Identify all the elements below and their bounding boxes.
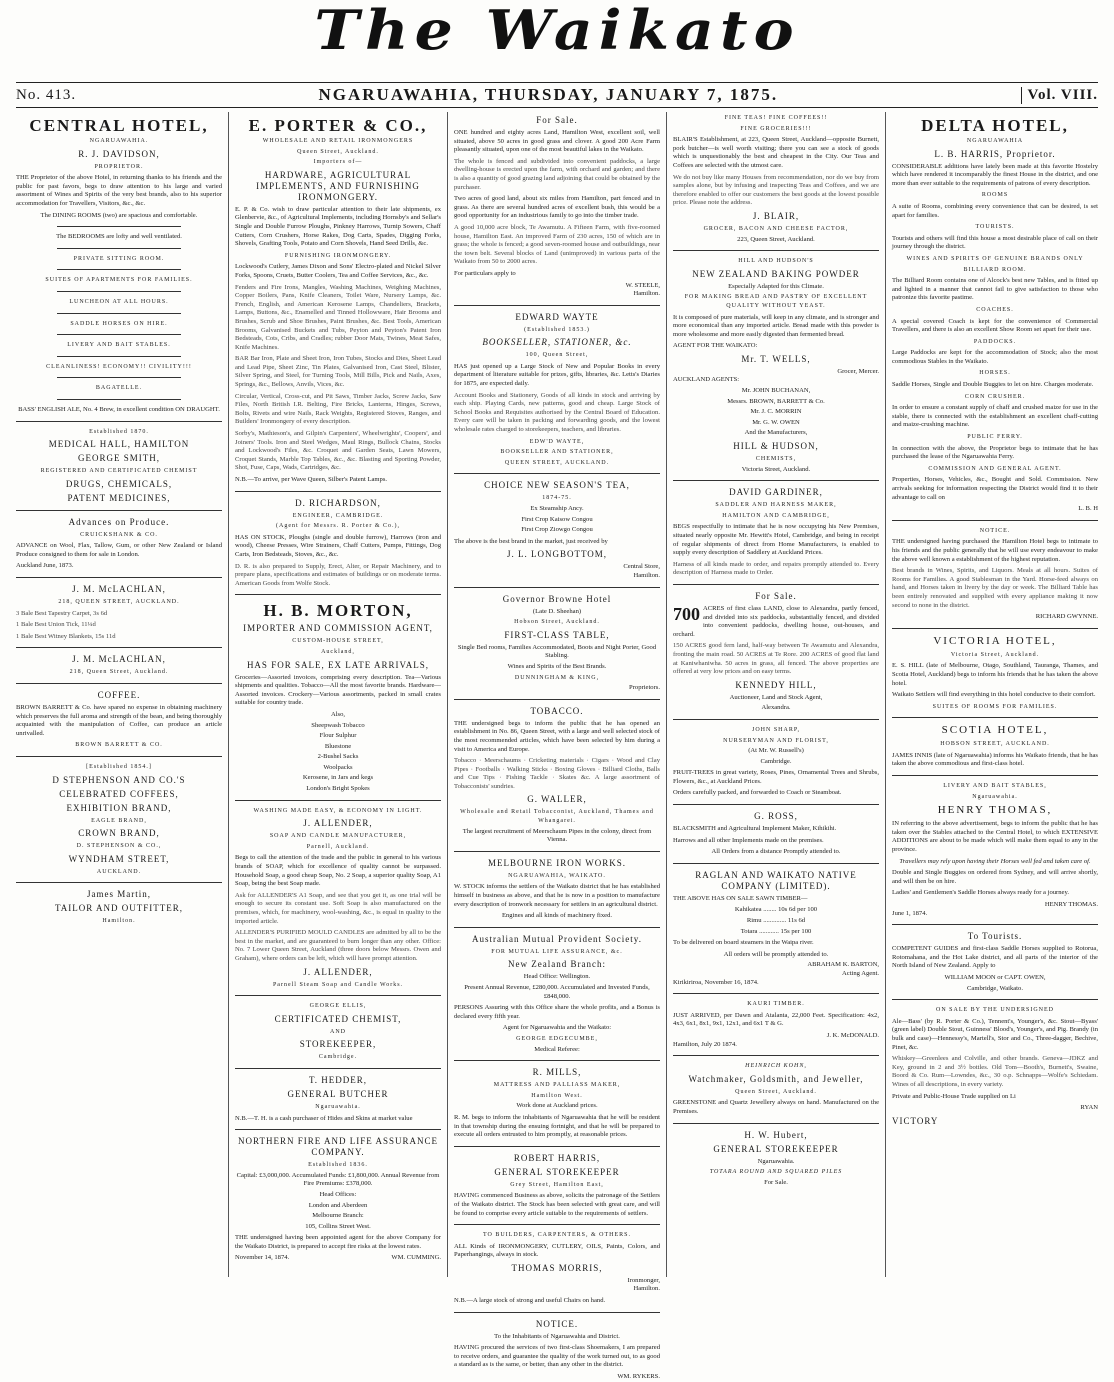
ad-subheading: DRUGS, CHEMICALS, [65, 478, 173, 489]
ad-name: H. W. Hubert, [744, 1129, 808, 1140]
ad-subheading: GENERAL BUTCHER [287, 1088, 389, 1099]
ad-subheading: CORN CRUSHER. [964, 393, 1026, 400]
ad-heading: Australian Mutual Provident Society. [472, 933, 642, 944]
ad-text: 223, Queen Street, Auckland. [737, 235, 815, 243]
ad-name: D. RICHARDSON, [295, 497, 381, 508]
ad-subheading: FOR MUTUAL LIFE ASSURANCE, &c. [491, 948, 623, 955]
ad-text: To the Inhabitants of Ngaruawahia and District. [494, 1332, 620, 1340]
ad-subheading: COACHES. [976, 306, 1014, 313]
ad-subheading: BOOKSELLER, STATIONER, &c. [482, 337, 632, 348]
ad-name: JOHN SHARP, [751, 726, 800, 733]
ad-name: KENNEDY HILL, [735, 679, 817, 690]
ad-heading: ON SALE BY THE UNDERSIGNED [936, 1007, 1054, 1014]
ad-heading: E. PORTER & CO., [248, 116, 428, 135]
ad-subheading: WASHING MADE EASY, & ECONOMY IN LIGHT. [253, 807, 423, 814]
ad-text: THE undersigned begs to inform the public that he has opened an establishment in No. 86, Queen Street, with a large and well selected stock of the most recommended articles, which have been selected by him during a visit to America and Europe. [454, 719, 660, 753]
ad-name: J. BLAIR, [752, 210, 800, 221]
ad-text: All Orders from a distance Promptly attended to. [711, 848, 841, 856]
ad-subheading: Hobson Street, Auckland. [514, 619, 600, 626]
ad-subheading: Watchmaker, Goldsmith, and Jeweller, [688, 1073, 864, 1084]
dateline [16, 82, 1098, 108]
ad-heading: CHOICE NEW SEASON'S TEA, [484, 480, 630, 491]
ad-subheading: FURNISHING IRONMONGERY. [284, 252, 392, 259]
ad-subheading: Auckland, [321, 648, 355, 655]
ad-name: HEINRICH KOHN, [745, 1063, 807, 1070]
ad-subheading: REGISTERED AND CERTIFICATED CHEMIST [40, 468, 198, 475]
ad-text: First Crop Kaisow Congou [521, 515, 593, 523]
ad-text: Work done at Auckland prices. [516, 1102, 598, 1110]
ad-subheading: PADDOCKS. [973, 338, 1017, 345]
ad-text: Groceries—Assorted invoices, comprising every description. Tea—Various shipments and qualities. Tobacco—All the most favorite brands. Hardware—Assorted invoices. Crockery—Various assortments, packed in small crates suitable for country trade. [235, 673, 441, 707]
ad-text: Single Bed rooms, Families Accommodated, Boots and Night Porter, Good Stabling. [457, 643, 657, 660]
ad-signature: RYAN [1080, 1104, 1098, 1112]
ad-name: J. M. McLACHLAN, [72, 584, 166, 595]
masthead-title: The Waikato [314, 0, 800, 63]
ad-text: Begs to call the attention of the trade and the public in general to his various brands of SOAP, which for excellence of quality cannot be surpassed. Household Soap, a good cheap Soap, No. 2 Soap, a superior quality Soap, A1 Soap, being the best Soap made. [235, 854, 441, 888]
ad-text: Woolpacks [323, 763, 353, 771]
ad-subheading: MATTRESS AND PALLIASS MAKER, [493, 1082, 621, 1089]
ad-subheading: QUEEN STREET, AUCKLAND. [504, 459, 610, 466]
ad-subheading: ROOMS [981, 192, 1009, 199]
ad-subheading: CELEBRATED COFFEES, [59, 788, 179, 799]
ad-text: AUCKLAND AGENTS: [673, 376, 740, 384]
ad-subheading: HORSES. [979, 370, 1011, 377]
column-4: FINE TEAS! FINE COFFEES!! FINE GROCERIES!!! BLAIR'S Establishment, at 223, Queen Street, Auckland—opposite Burnett, pork butcher—is well worth visiting; there you can see a stock of goods which is unquestionably the best and cheapest in the City. Our Teas and Coffees are selected with the utmost care. We do not buy like many Houses from recommendation, nor do we buy from samples alone, but by infusing and inspecting Teas and Coffees, and we are therefore enabled to offer our customers the best goods at the lowest possible price. Please note the address. J. BLAIR, GROCER, BACON AND CHEESE FACTOR, 223, Queen Street, Auckland. HILL AND HUDSON'S NEW ZEALAND BAKING POWDER Especially Adapted for this Climate. FOR MAKING BREAD AND PASTRY OF EXCELLENT QUALITY WITHOUT YEAST. It is composed of pure materials, will keep in any climate, and is stronger and more economical than any imported article. Bread made with this powder is more wholesome and more easily digested than fermented bread. AGENT FOR THE WAIKATO: Mr. T. WELLS, Grocer, Mercer. AUCKLAND AGENTS: Mr. JOHN BUCHANAN, Messrs. BROWN, BARRETT & Co. Mr. J. C. MORRIN Mr. G. W. OWEN And the Manufacturers, HILL & HUDSON, CHEMISTS, Victoria Street, Auckland. DAVID GARDINER, SADDLER AND HARNESS MAKER, HAMILTON AND CAMBRIDGE, BEGS respectfully to intimate that he is now occupying his New Premises, situated nearly opposite Mr. Hewitt's Hotel, Cambridge, and being in receipt of regular shipments of direct from Home Manufacturers, is enabled to supply every description of Saddlery at Auckland Prices. Harness of all kinds made to order, and repairs promptly attended to. Every description of Harness made to Order. For Sale. 700 ACRES of first class LAND, close to Alexandra, partly fenced, and divided into six paddocks, substantially fenced, and divided into convenient paddocks, dwelling house, out-houses, and orchard. 150 ACRES good fern land, half-way between Te Awamutu and Alexandra, fronting the main road. 50 ACRES at Te Rore. 200 ACRES of good flat land at Kaniwhaniwha. 50 acres in grass, all fenced. The above properties are offered at very low prices and on easy terms. KENNEDY HILL, Auctioneer, Land and Stock Agent, Alexandra. JOHN SHARP, NURSERYMAN AND FLORIST, (At Mr. W. Russell's) Cambridge. FRUIT-TREES in great variety, Roses, Pines, Ornamental Trees and Shrubs, Flowers, &c., at Auckland Prices. Orders carefully packed, and forwarded to Coach or Steamboat. G. ROSS, BLACKSMITH and Agricultural Implement Maker, Kihikihi. Harrows and all other Implements made on the premises. All Orders from a distance Promptly attended to. RAGLAN AND WAIKATO NATIVE COMPANY (LIMITED). THE ABOVE HAS ON SALE SAWN TIMBER— Kahikatea ........ 10s 6d per 100 Rimu .............. 11s 6d Totara ............ 15s per 100 To be delivered on board steamers in the Waipa river. All orders will be promptly attended to. ABRAHAM K. BARTON, Acting Agent. Kirikiriroa, November 16, 1874. KAURI TIMBER. JUST ARRIVED, per Dawn and Atalanta, 22,000 Feet. Specification: 4x2, 4x3, 6x1, 8x1, 9x1, 12x1, and 6x1 T & G. J. K. McDONALD. Hamilton, July 20 1874. HEINRICH KOHN, Watchmaker, Goldsmith, and Jeweller, Queen Street, Auckland. GREENSTONE and Quartz Jewellery always on hand. Manufactured on the Premises. H. W. Hubert, GENERAL STOREKEEPER Ngaruawahia. TOTARA ROUND AND SQUARED PILES For Sale. [666, 112, 885, 1277]
ad-text: In connection with the above, the Proprietor begs to intimate that he has purchased the lease of the Ngaruawahia Ferry. [892, 444, 1098, 461]
ad-text: ACRES of first class LAND, close to Alexandra, partly fenced, and divided into six paddocks, substantially fenced, and divided into convenient paddocks, dwelling house, out-houses, and orchard. [673, 604, 879, 638]
ad-text: Ironmonger, [627, 1276, 660, 1284]
ad-text: JAMES INNIS (late of Ngaruawahia) informs his Waikato friends, that he has taken the above commodious and first-class hotel. [892, 751, 1098, 768]
ad-heading: MELBOURNE IRON WORKS. [487, 857, 627, 868]
ad-heading: For Sale. [536, 115, 578, 125]
ad-subheading: FIRST-CLASS TABLE, [504, 629, 610, 640]
ad-number: 700 [673, 603, 700, 624]
ad-name: GEORGE SMITH, [78, 453, 160, 464]
ad-subheading: 218, QUEEN STREET, AUCKLAND. [58, 599, 180, 606]
column-3: For Sale. ONE hundred and eighty acres Land, Hamilton West, excellent soil, well situated, above 50 acres in good grass and clover. A good 200 Acre Farm pleasantly situated, upon one of the most beautiful lakes in the Waikato. The whole is fenced and subdivided into convenient paddocks, a large dwelling-house is erected upon the farm, with orchard and garden; and there is also a quantity of good grazing land adjoining that could be obtained by the purchaser. Two acres of good land, about six miles from Hamilton, part fenced and in grass. As there are several hundred acres of excellent bush, this would be a good opportunity for an industrious family to go into the timber trade. A good 10,000 acre block, Te Awamutu. A Fifteen Farm, with five-roomed house, Hamilton East. An improved Farm of 230 acres, 150 of which are in grass; the whole is fenced; a good seven-roomed house and outbuildings, near the town belt. Several blocks of Land (unimproved) in various parts of the Waikato from 50 to 2000 acres. For particulars apply to W. STEELE, Hamilton. EDWARD WAYTE (Established 1853.) BOOKSELLER, STATIONER, &c. 100, Queen Street, HAS just opened up a Large Stock of New and Popular Books in every department of literature suitable for prizes, gifts, libraries, &c. Letts's Diaries for 1875, are expected daily. Account Books and Stationery, Goods of all kinds in stock and arriving by each ship. Playing Cards, new patterns, good and cheap. Large Stock of School Books and Requisites authorised by the Central Board of Education. Every care will be taken in packing and forwarding goods, and the lowest wholesale rates charged to storekeepers, teachers, and libraries. EDW'D WAYTE, BOOKSELLER AND STATIONER, QUEEN STREET, AUCKLAND. CHOICE NEW SEASON'S TEA, 1874-75. Ex Steamship Ancy. First Crop Kaisow Congou First Crop Ziowgo Congou The above is the best brand in the market, just received by J. L. LONGBOTTOM, Central Store, Hamilton. Governor Browne Hotel (Late D. Sheehan) Hobson Street, Auckland. FIRST-CLASS TABLE, Single Bed rooms, Families Accommodated, Boots and Night Porter, Good Stabling. Wines and Spirits of the Best Brands. DUNNINGHAM & KING, Proprietors. TOBACCO. THE undersigned begs to inform the public that he has opened an establishment in No. 86, Queen Street, with a large and well selected stock of the most recommended articles, which have been selected by him during a visit to America and Europe. Tobacco · Meerschaums · Cricketing materials · Cigars · Wood and Clay Pipes · Footballs · Walking Sticks · Boxing Gloves · Billiard Cloths, Balls and Cue Tips · Fishing Tackle · Skates &c. A large assortment of Tobacconists' sundries. G. WALLER, Wholesale and Retail Tobacconist, Auckland, Thames and Whangarei. The largest recruitment of Meerschaum Pipes in the colony, direct from Vienna. MELBOURNE IRON WORKS. NGARUAWAHIA, WAIKATO. W. STOCK informs the settlers of the Waikato district that he has established himself in business as above, and that he is now in a position to manufacture every description of ironwork necessary for settlers in an agricultural district. Engines and all kinds of machinery fixed. Australian Mutual Provident Society. FOR MUTUAL LIFE ASSURANCE, &c. New Zealand Branch: Head Office: Wellington. Present Annual Revenue, £280,000. Accumulated and Invested Funds, £848,000. PERSONS Assuring with this Office share the whole profits, and a Bonus is declared every fifth year. Agent for Ngaruawahia and the Waikato: GEORGE EDGECUMBE, Medical Referee: R. MILLS, MATTRESS AND PALLIASS MAKER, Hamilton West. Work done at Auckland prices. R. M. begs to inform the inhabitants of Ngaruawahia that he will be resident in that township during the ensuing fortnight, and that he will be prepared to execute all orders entrusted to him promptly, at reasonable prices. ROBERT HARRIS, GENERAL STOREKEEPER Grey Street, Hamilton East, HAVING commenced Business as above, solicits the patronage of the Settlers of the Waikato district. The Stock has been selected with great care, and will be found to comprise every article suitable to the requirements of settlers. TO BUILDERS, CARPENTERS, & OTHERS. ALL Kinds of IRONMONGERY, CUTLERY, OILS, Paints, Colors, and Paperhangings, always in stock. THOMAS MORRIS, Ironmonger, Hamilton. N.B.—A large stock of strong and useful Chairs on hand. NOTICE. To the Inhabitants of Ngaruawahia and District. HAVING procured the services of two first-class Shoemakers, I am prepared to receive orders, and guarantee the quality of the work turned out, to as good a standard as is the same, or better, than any other in the district. WM. RYKERS. [447, 112, 666, 1277]
ad-text: The BEDROOMS are lofty and well ventilated. [56, 233, 182, 241]
ad-subheading: LUNCHEON AT ALL HOURS. [69, 298, 169, 305]
ad-footer [235, 1254, 441, 1263]
ad-text: Properties, Horses, Vehicles, &c., Bought and Sold. Commission. New arrivals seeking for information respecting the District would find it to their advantage to call on [892, 476, 1098, 501]
ad-signature: W. STEELE, [625, 281, 660, 289]
ad-name: G. WALLER, [527, 794, 587, 805]
ad-subheading: SUITES OF ROOMS FOR FAMILIES. [932, 703, 1058, 710]
ad-date: June 1, 1874. [892, 909, 928, 917]
ad-subheading: NURSERYMAN AND FLORIST, [723, 737, 829, 744]
ad-heading: FINE TEAS! FINE COFFEES!! [724, 115, 828, 121]
ad-text: (At Mr. W. Russell's) [748, 747, 804, 755]
place-date: NGARUAWAHIA, THURSDAY, JANUARY 7, 1875. [318, 85, 779, 104]
ad-text: A special covered Coach is kept for the convenience of Commercial Travellers, and there is also an excellent Show Room set apart for their use. [892, 317, 1098, 334]
ad-subheading: PROPRIETOR. [94, 163, 144, 170]
ad-text: Also, [330, 710, 346, 718]
ad-text: Acting Agent. [842, 970, 879, 977]
ad-subheading: PATENT MEDICINES, [67, 492, 171, 503]
ad-text: Melbourne Branch: [312, 1212, 364, 1220]
ad-text: ADVANCE on Wool, Flax, Tallow, Gum, or other New Zealand or Island Produce consigned to them for sale in London. [16, 542, 222, 558]
ad-subheading: Importers of— [313, 159, 363, 166]
ad-text: Ex Steamship Ancy. [530, 505, 584, 512]
ad-heading: DELTA HOTEL, [921, 116, 1069, 135]
ad-date: Hamilton, July 20 1874. [673, 1040, 737, 1048]
ad-text: Rimu .............. 11s 6d [746, 917, 806, 925]
ad-name: L. B. HARRIS, Proprietor. [934, 148, 1056, 159]
ad-text: Ladies' and Gentlemen's Saddle Horses always ready for a journey. [892, 889, 1069, 897]
ad-text: Kahikatea ........ 10s 6d per 100 [734, 906, 818, 914]
ad-text: The largest recruitment of Meerschaum Pipes in the colony, direct from Vienna. [462, 827, 652, 844]
ad-text: Mr. J. C. MORRIN [750, 408, 802, 416]
ad-text: Saddle Horses, Single and Double Buggies to let on hire. Charges moderate. [892, 381, 1094, 389]
ad-subheading: New Zealand Branch: [508, 959, 606, 970]
ad-text: BASS' ENGLISH ALE, No. 4 Brew, in excellent condition ON DRAUGHT. [18, 405, 220, 413]
ad-subheading: Hamilton. [102, 918, 136, 925]
ad-heading: MEDICAL HALL, HAMILTON [48, 439, 190, 450]
ad-text: BROWN BARRETT & Co. have spared no expense in obtaining machinery which preserves the full aroma and strength of the bean, and being thoroughly acquainted with the manipulation of Coffee, can produce an article unrivalled. [16, 704, 222, 737]
ad-text: Two acres of good land, about six miles from Hamilton, part fenced and in grass. As there are several hundred acres of excellent bush, this would be a good opportunity for an industrious family to go into the timber trade. [454, 195, 660, 220]
ad-name: D. STEPHENSON & CO., [76, 843, 162, 850]
masthead [16, 0, 1098, 62]
ad-name: James Martin, [87, 889, 151, 900]
ad-text: ALL Kinds of IRONMONGERY, CUTLERY, OILS, Paints, Colors, and Paperhangings, always in stock. [454, 1242, 660, 1259]
ad-subheading: STOREKEEPER, [299, 1039, 377, 1050]
ad-text: Private and Public-House Trade supplied on Li [892, 1092, 1016, 1100]
ad-subheading: PRIVATE SITTING ROOM. [73, 255, 165, 262]
column-5: DELTA HOTEL, NGARUAWAHIA L. B. HARRIS, Proprietor. CONSIDERABLE additions have lately been made at this favorite Hostelry which have rendered it incomparably the finest House in the district, and one more than ever suitable to the requirements of patrons of every description. ROOMS A suite of Rooms, combining every convenience that can be desired, is set apart for families. TOURISTS. Tourists and others will find this house a most desirable place of call on their journey through the district. WINES AND SPIRITS OF GENUINE BRANDS ONLY BILLIARD ROOM. The Billiard Room contains one of Alcock's best new Tables, and is fitted up and lighted in a manner that cannot fail to give satisfaction to those who patronize this favorite pastime. COACHES. A special covered Coach is kept for the convenience of Commercial Travellers, and there is also an excellent Show Room set apart for their use. PADDOCKS. Large Paddocks are kept for the accommodation of Stock; also the most commodious Stables in the Waikato. HORSES. Saddle Horses, Single and Double Buggies to let on hire. Charges moderate. CORN CRUSHER. In order to ensure a constant supply of chaff and crushed maize for use in the stable, there is connected with the establishment an excellent chaff-cutting and maize-crushing machine. PUBLIC FERRY. In connection with the above, the Proprietor begs to intimate that he has purchased the lease of the Ngaruawahia Ferry. COMMISSION AND GENERAL AGENT. Properties, Horses, Vehicles, &c., Bought and Sold. Commission. New arrivals seeking for information respecting the District would find it to their advantage to call on L. B. H NOTICE. THE undersigned having purchased the Hamilton Hotel begs to intimate to his friends and the public generally that he will use every endeavour to make the above well known a establishment of the highest reputation. Best brands in Wines, Spirits, and Liquors. Meals at all hours. Suites of Rooms for Families. A good Stablesman in the Yard. Horse-feed always on hand, and Horses taken in livery by the day or week. The Billiard Table has been entirely renovated and supplied with every appliance making it now second to none in the district. RICHARD GWYNNE. VICTORIA HOTEL, Victoria Street, Auckland. E. S. HILL (late of Melbourne, Otago, Southland, Tauranga, Thames, and Scotia Hotel, Auckland) begs to inform his friends that he has taken the above hotel. Waikato Settlers will find everything in this hotel conducive to their comfort. SUITES OF ROOMS FOR FAMILIES. SCOTIA HOTEL, HOBSON STREET, AUCKLAND. JAMES INNIS (late of Ngaruawahia) informs his Waikato friends, that he has taken the above commodious and first-class hotel. LIVERY AND BAIT STABLES, Ngaruawahia. HENRY THOMAS, IN referring to the above advertisement, begs to inform the public that he has taken over the Stables attached to the Central Hotel, to which EXTENSIVE ADDITIONS are about to be made which will make them equal to any in the province. Travellers may rely upon having their Horses well fed and taken care of. Double and Single Buggies on ordered from Sydney, and will arrive shortly, and will then be on hire. Ladies' and Gentlemen's Saddle Horses always ready for a journey. HENRY THOMAS. June 1, 1874. To Tourists. COMPETENT GUIDES and first-class Saddle Horses supplied to Rotorua, Rotomahana, and the Hot Lake district, and all parts of the interior of the North Island of New Zealand. Apply to WILLIAM MOON or CAPT. OWEN, Cambridge, Waikato. ON SALE BY THE UNDERSIGNED Ale—Bass' (by R. Porter & Co.), Tennent's, Younger's, &c. Stout—Byass' (green label) Double Stout, Guinness' Blood's, Younger's, and Pig. Brandy (in bulk and case)—Hennessy's, Martell's, Stor and Co., Three-dagger, Bechive, Pinet, &c. Whiskey—Greenlees and Colville, and other brands. Geneva—JDKZ and Key, ground in 2 and 3½ bottles. Old Tom—Booth's, Burnett's, Swaine, Boord & Co. Rum—Lowndes, &c., 30 o.p. Schnapps—Wolfe's Schiedam. Wines of all descriptions, in every variety. Private and Public-House Trade supplied on Li RYAN VICTORY [885, 112, 1098, 1277]
ad-text: W. STOCK informs the settlers of the Waikato district that he has established himself in business as above, and that he is now in a position to manufacture every description of ironwork necessary for settlers in an agricultural district. [454, 883, 660, 908]
ad-text: Wines and Spirits of the Best Brands. [507, 662, 607, 670]
ad-name: ROBERT HARRIS, [513, 1152, 601, 1163]
ad-subheading: WYNDHAM STREET, [68, 853, 170, 864]
ad-subheading: Parnell Steam Soap and Candle Works. [272, 981, 404, 988]
ad-name: J. L. LONGBOTTOM, [506, 549, 608, 560]
ad-text: Kerosene, in Jars and kegs [302, 774, 374, 782]
ad-name: Mr. T. WELLS, [741, 353, 811, 364]
ad-text: London's Bright Spokes [306, 785, 370, 793]
ad-text: HAVING commenced Business as above, solicits the patronage of the Settlers of the Waikato district. The Stock has been selected with great care, and will be found to comprise every article suitable to the requirements of settlers. [454, 1192, 660, 1217]
ad-text: For particulars apply to [454, 269, 516, 277]
ad-text: BEGS respectfully to intimate that he is now occupying his New Premises, situated nearly opposite Mr. Hewitt's Hotel, Cambridge, and being in receipt of regular shipments of direct from Home Manufacturers, is enabled to supply every description of Saddlery at Auckland Prices. [673, 523, 879, 557]
ad-text: Orders carefully packed, and forwarded to Coach or Steamboat. [673, 789, 842, 797]
ad-text: Ale—Bass' (by R. Porter & Co.), Tennent's, Younger's, &c. Stout—Byass' (green label) Double Stout, Guinness' Blood's, Younger's, and Pig. Brandy (in bulk and case)—Hennessy's, Martell's, Stor and Co., Three-dagger, Bechive, Pinet, &c. [892, 1017, 1098, 1051]
ad-text: Grocer, Mercer. [837, 367, 879, 375]
ad-subheading: TO BUILDERS, CARPENTERS, & OTHERS. [482, 1232, 632, 1239]
ad-heading: For Sale. [755, 590, 797, 601]
ad-heading: VICTORIA HOTEL, [933, 634, 1057, 647]
ad-subheading: (Established 1853.) [524, 326, 590, 333]
ad-name: EDWARD WAYTE [515, 311, 599, 322]
ad-text: Central Store, [623, 563, 660, 571]
ad-subheading: NGARUAWAHIA. [89, 138, 149, 144]
ad-name: EDW'D WAYTE, [529, 438, 585, 445]
ad-name: HENRY THOMAS, [937, 804, 1053, 817]
ad-name: J. ALLENDER, [303, 818, 373, 829]
ad-text: A suite of Rooms, combining every convenience that can be desired, is set apart for families. [892, 202, 1098, 219]
ad-subheading: Established 1836. [308, 1162, 368, 1169]
ad-text: Victoria Street, Auckland. [741, 465, 811, 473]
ad-text: Travellers may rely upon having their Horses well fed and taken care of. [899, 857, 1091, 865]
ad-subheading: GENERAL STOREKEEPER [713, 1143, 839, 1154]
ad-text: In order to ensure a constant supply of chaff and crushed maize for use in the stable, there is connected with the establishment an excellent chaff-cutting and maize-crushing machine. [892, 404, 1098, 429]
ad-subheading: (Agent for Messrs. R. Porter & Co.), [276, 523, 400, 530]
ad-text: Harrows and all other Implements made on the premises. [673, 836, 824, 844]
ad-name: GEORGE ELLIS, [309, 1003, 367, 1010]
ad-subheading: Ngaruawahia. [315, 1103, 361, 1110]
ad-heading: VICTORY [892, 1115, 939, 1126]
ad-signature: WM. RYKERS. [617, 1373, 660, 1381]
ad-subheading: Wholesale and Retail Tobacconist, Auckland, Thames and Whangarei. [460, 809, 654, 825]
ad-subheading: PUBLIC FERRY. [967, 434, 1023, 441]
ad-subheading: EAGLE BRAND, [91, 817, 147, 824]
ad-text: N.B.—T. H. is a cash purchaser of Hides and Skins at market value [235, 1114, 413, 1122]
ad-subheading: HARDWARE, AGRICULTURAL IMPLEMENTS, AND FURNISHING IRONMONGERY. [256, 169, 420, 202]
ad-subheading: SUITES OF APARTMENTS FOR FAMILIES. [45, 277, 193, 284]
ad-signature: J. K. McDONALD. [826, 1031, 879, 1039]
ad-date: Kirikiriroa, November 16, 1874. [673, 978, 759, 986]
ad-name: R. MILLS, [532, 1067, 582, 1078]
ad-text: THE ABOVE HAS ON SALE SAWN TIMBER— [673, 894, 808, 902]
ad-text: Alexandra. [761, 704, 791, 712]
ad-subheading: BOOKSELLER AND STATIONER, [500, 449, 614, 456]
ad-subheading: GENERAL STOREKEEPER [494, 1166, 620, 1177]
ad-heading: Governor Browne Hotel [502, 593, 612, 604]
ad-text: Auckland June, 1873. [16, 562, 74, 570]
ad-heading: RAGLAN AND WAIKATO NATIVE COMPANY (LIMITED). [695, 869, 857, 891]
issue-number: No. 413. [16, 86, 77, 103]
ad-subheading: WINES AND SPIRITS OF GENUINE BRANDS ONLY [906, 255, 1084, 262]
ad-text: Engines and all kinds of machinery fixed. [501, 912, 613, 920]
ad-text: Ngaruawahia. [757, 1157, 795, 1165]
ad-name: DAVID GARDINER, [729, 487, 823, 498]
ad-name: T. HEDDER, [308, 1074, 368, 1085]
ad-text: Medical Referee: [534, 1045, 580, 1053]
ad-text: For Sale. [764, 1178, 788, 1186]
ad-text: GREENSTONE and Quartz Jewellery always on hand. Manufactured on the Premises. [673, 1099, 879, 1115]
ad-subheading: FOR MAKING BREAD AND PASTRY OF EXCELLENT QUALITY WITHOUT YEAST. [684, 294, 868, 309]
ad-text: IN referring to the above advertisement, begs to inform the public that he has taken over the Stables attached to the Central Hotel, to which EXTENSIVE ADDITIONS are about to be made which will make them equal to any in the province. [892, 820, 1098, 854]
ad-signature: RICHARD GWYNNE. [1035, 613, 1098, 621]
ad-text: Present Annual Revenue, £280,000. Accumulated and Invested Funds, £848,000. [464, 984, 650, 1000]
ad-subheading: HOBSON STREET, AUCKLAND. [940, 741, 1050, 748]
ad-text: THE undersigned having been appointed agent for the above Company for the Waikato District, is prepared to accept fire risks at the lowest rates. [235, 1234, 441, 1250]
ad-text: Messrs. BROWN, BARRETT & Co. [727, 397, 825, 405]
ad-text: London and Aberdeen [308, 1201, 368, 1209]
ad-text: HAS ON STOCK, Ploughs (single and double furrow), Harrows (iron and wood), Cheese Presses, Wire Strainers, Chaff Cutters, Pumps, Fittings, Dog Carts, Iron Bedsteads, Stoves, &c., &c. [235, 533, 441, 558]
ad-text: Bluestone [324, 742, 352, 750]
ad-subheading: CERTIFICATED CHEMIST, [274, 1013, 402, 1024]
ad-text: Cambridge. [760, 757, 792, 765]
ad-text: It is composed of pure materials, will keep in any climate, and is stronger and more economical than any imported article. Bread made with this powder is more wholesome and more easily digested than fermented bread. [673, 313, 879, 338]
ad-text: PERSONS Assuring with this Office share the whole profits, and a Bonus is declared every fifth year. [454, 1004, 660, 1020]
ad-name: GEORGE EDGECUMBE, [516, 1035, 598, 1042]
ad-text: The DINING ROOMS (two) are spacious and comfortable. [40, 211, 198, 219]
ad-subheading: Parnell, Auckland. [306, 843, 370, 850]
ad-text: Head Office: Wellington. [523, 973, 591, 981]
ad-text: COMPETENT GUIDES and first-class Saddle Horses supplied to Rotorua, Rotomahana, and the Hot Lake district, and all parts of the interior of the North Island of New Zealand. Apply to [892, 945, 1098, 970]
ad-name: J. M. McLACHLAN, [72, 654, 166, 665]
ad-heading: Advances on Produce. [68, 516, 170, 527]
ad-text: Totara ............ 15s per 100 [740, 927, 812, 935]
ad-subheading: CLEANLINESS! ECONOMY!! CIVILITY!!! [46, 363, 192, 370]
ad-signature: L. B. H [1078, 505, 1098, 513]
ad-text: Sheepwash Tobacco [311, 721, 365, 729]
ad-text: The above is the best brand in the market, just received by [454, 537, 608, 545]
ad-name: BROWN BARRETT & CO. [75, 742, 163, 749]
ad-subheading: Queen Street, Auckland. [735, 1088, 817, 1095]
ad-text: Tourists and others will find this house a most desirable place of call on their journey through the district. [892, 234, 1098, 251]
ad-heading: SCOTIA HOTEL, [941, 724, 1049, 737]
ad-subheading: GROCER, BACON AND CHEESE FACTOR, [703, 225, 849, 232]
ad-text: N.B.—A large stock of strong and useful Chairs on hand. [454, 1297, 606, 1305]
ad-text: Cambridge, Waikato. [967, 984, 1023, 992]
ad-subheading: NGARUAWAHIA, WAIKATO. [508, 872, 606, 879]
ad-heading: NORTHERN FIRE AND LIFE ASSURANCE COMPANY. [238, 1136, 438, 1158]
ad-text: Capital: £3,000,000. Accumulated Funds: £1,800,000. Annual Revenue from Fire Premiums: £378,000. [236, 1171, 440, 1188]
ad-name: G. ROSS, [754, 811, 798, 822]
ad-subheading: ENGINEER, CAMBRIDGE. [292, 512, 384, 519]
ad-subheading: 100, Queen Street, [525, 352, 589, 359]
ad-text: Hamilton. [633, 571, 660, 579]
ad-subheading: IMPORTER AND COMMISSION AGENT, [243, 623, 433, 634]
ad-heading: NOTICE. [535, 1318, 579, 1329]
ad-name: J. ALLENDER, [303, 966, 373, 977]
ad-subheading: Queen Street, Auckland. [297, 148, 379, 155]
ad-heading: NOTICE. [979, 527, 1011, 534]
ad-text: FRUIT-TREES in great variety, Roses, Pines, Ornamental Trees and Shrubs, Flowers, &c., at Auckland Prices. [673, 769, 879, 785]
ad-heading: CENTRAL HOTEL, [29, 116, 209, 135]
ad-subheading: LIVERY AND BAIT STABLES. [67, 342, 171, 349]
ad-subheading: AND [330, 1028, 346, 1035]
ad-subheading: SOAP AND CANDLE MANUFACTURER, [269, 833, 407, 840]
ad-heading: To Tourists. [967, 931, 1023, 942]
ad-subheading: LIVERY AND BAIT STABLES, [943, 783, 1047, 790]
ad-text: THE Proprietor of the above Hotel, in returning thanks to his friends and the public for past favors, begs to draw attention to his large and varied assortment of Wines and Spirits of the very best brands, also to his superior accommodation for Travellers, Visitors, &c., &c. [16, 174, 222, 207]
ad-subheading: CHEMISTS, [755, 456, 797, 463]
ad-text: HAVING procured the services of two first-class Shoemakers, I am prepared to receive orders, and guarantee the quality of the work turned out, to as good a standard as is the same, or better, than any other in the district. [454, 1344, 660, 1369]
ad-name: HILL & HUDSON, [733, 441, 819, 452]
ad-name: CRUICKSHANK & CO. [80, 531, 158, 538]
ad-signature: WM. CUMMING. [391, 1254, 441, 1262]
columns [16, 112, 1098, 1381]
ad-text: Especially Adapted for this Climate. [728, 282, 824, 290]
ad-text: WILLIAM MOON or CAPT. OWEN, [944, 973, 1046, 981]
ad-subheading: EXHIBITION BRAND, [66, 802, 172, 813]
ad-text: 2-Bushel Sacks [317, 753, 359, 761]
ad-subheading: AUCKLAND. [96, 868, 142, 875]
ad-signature: ABRAHAM K. BARTON, [807, 961, 879, 969]
ad-subheading: CUSTOM-HOUSE STREET, [292, 638, 384, 645]
ad-subheading: TAILOR AND OUTFITTER, [54, 903, 184, 914]
ad-heading: COFFEE. [97, 690, 141, 701]
ad-text: JUST ARRIVED, per Dawn and Atalanta, 22,000 Feet. Specification: 4x2, 4x3, 6x1, 8x1, 9x1, 12x1, and 6x1 T & G. [673, 1011, 879, 1028]
ad-text: (Late D. Sheehan) [532, 607, 582, 615]
ad-text: R. M. begs to inform the inhabitants of Ngaruawahia that he will be resident in that township during the ensuing fortnight, and that he will be prepared to execute all orders entrusted to him promptly, at reasonable prices. [454, 1113, 660, 1139]
ad-text: Mr. JOHN BUCHANAN, [741, 387, 811, 395]
ad-subheading: BILLIARD ROOM. [963, 266, 1027, 273]
ad-text: CONSIDERABLE additions have lately been made at this favorite Hostelry which have rendered it incomparably the finest House in the district, and one more than ever suitable to the requirements of patrons of every description. [892, 162, 1098, 187]
ad-name: DUNNINGHAM & KING, [514, 674, 600, 681]
ad-subheading: 218, Queen Street, Auckland. [69, 669, 169, 676]
ad-subheading: TOURISTS. [975, 224, 1015, 231]
ad-subheading: Ngaruawahia. [972, 793, 1018, 800]
ad-text: E. S. HILL (late of Melbourne, Otago, Southland, Tauranga, Thames, and Scotia Hotel, Auckland) begs to inform his friends that he has taken the above hotel. [892, 662, 1098, 687]
ad-text: Auctioneer, Land and Stock Agent, [729, 693, 823, 701]
ad-subheading: Grey Street, Hamilton East, [510, 1181, 604, 1188]
ad-text: BLACKSMITH and Agricultural Implement Maker, Kihikihi. [673, 825, 837, 833]
ad-text: Head Offices: [319, 1190, 357, 1198]
ad-subheading: Hamilton West. [531, 1092, 583, 1099]
ad-subheading: Established 1870. [89, 428, 149, 435]
volume: Vol. VIII. [1021, 87, 1098, 104]
ad-subheading: Victoria Street, Auckland. [950, 651, 1040, 658]
ad-heading: KAURI TIMBER. [747, 1001, 805, 1008]
ad-subheading: CROWN BRAND, [78, 828, 160, 839]
ad-text: ONE hundred and eighty acres Land, Hamilton West, excellent soil, well situated, above 50 acres in good grass and clover. A good 200 Acre Farm pleasantly situated, upon one of the most beautiful lakes in the Waikato. [454, 129, 660, 154]
ad-subheading: HAMILTON AND CAMBRIDGE, [722, 512, 830, 519]
ad-text: Hamilton. [633, 1285, 660, 1293]
ad-text: BLAIR'S Establishment, at 223, Queen Street, Auckland—opposite Burnett, pork butcher—is well worth visiting; there you can see a stock of goods which is unquestionably the best and cheapest in the City. Our Teas and Coffees are selected with the utmost care. [673, 136, 879, 169]
ad-text: E. P. & Co. wish to draw particular attention to their late shipments, ex Glenbervie, &c., of Agricultural Implements, including Hornsby's and Sellar's Single and Double Furrow Ploughs, Pinkney Harrows, Turnip Sowers, Chaff Cutters, Corn Crushers, Horse Rakes, Dog Carts, Spades, Digging Forks, Shovels, Grafting Tools, Potato and Corn Shovels, Hand Seed Drills, &c. [235, 205, 441, 248]
ad-subheading: [Established 1854.] [86, 764, 152, 770]
ad-heading: NEW ZEALAND BAKING POWDER [692, 268, 860, 279]
ad-text: Double and Single Buggies on ordered from Sydney, and will arrive shortly, and will then be on hire. [892, 869, 1098, 885]
ad-subheading: TOTARA ROUND AND SQUARED PILES [709, 1169, 843, 1176]
ad-text: 105, Collins Street West. [305, 1222, 371, 1230]
column-1: CENTRAL HOTEL, NGARUAWAHIA. R. J. DAVIDSON, PROPRIETOR. THE Proprietor of the above Hotel, in returning thanks to his friends and the public for past favors, begs to draw attention to his large and varied assortment of Wines and Spirits of the very best brands, also to his superior accommodation for Travellers, Visitors, &c., &c. The DINING ROOMS (two) are spacious and comfortable. The BEDROOMS are lofty and well ventilated. PRIVATE SITTING ROOM. SUITES OF APARTMENTS FOR FAMILIES. LUNCHEON AT ALL HOURS. SADDLE HORSES ON HIRE. LIVERY AND BAIT STABLES. CLEANLINESS! ECONOMY!! CIVILITY!!! BAGATELLE. BASS' ENGLISH ALE, No. 4 Brew, in excellent condition ON DRAUGHT. Established 1870. MEDICAL HALL, HAMILTON GEORGE SMITH, REGISTERED AND CERTIFICATED CHEMIST DRUGS, CHEMICALS, PATENT MEDICINES, Advances on Produce. CRUICKSHANK & CO. ADVANCE on Wool, Flax, Tallow, Gum, or other New Zealand or Island Produce consigned to them for sale in London. Auckland June, 1873. J. M. McLACHLAN, 218, QUEEN STREET, AUCKLAND. 3 Bale Best Tapestry Carpet, 3s 6d 1 Bale Best Union Tick, 11¼d 1 Bale Best Witney Blankets, 15s 11d J. M. McLACHLAN, 218, Queen Street, Auckland. COFFEE. BROWN BARRETT & Co. have spared no expense in obtaining machinery which preserves the full aroma and strength of the bean, and being thoroughly acquainted with the manipulation of Coffee, can produce an article unrivalled. BROWN BARRETT & CO. [Established 1854.] D STEPHENSON AND CO.'S CELEBRATED COFFEES, EXHIBITION BRAND, EAGLE BRAND, CROWN BRAND, D. STEPHENSON & CO., WYNDHAM STREET, AUCKLAND. James Martin, TAILOR AND OUTFITTER, Hamilton. [16, 116, 222, 925]
ad-text: All orders will be promptly attended to. [723, 950, 829, 958]
ad-text: Mr. G. W. OWEN [752, 418, 800, 426]
ad-subheading: BAGATELLE. [95, 385, 143, 392]
ad-text: And the Manufacturers, [744, 429, 808, 437]
ad-subheading: Cambridge. [318, 1054, 358, 1061]
ad-subheading: COMMISSION AND GENERAL AGENT. [928, 465, 1062, 472]
ad-text: Waikato Settlers will find everything in this hotel conducive to their comfort. [892, 691, 1096, 699]
ad-text: Agent for Ngaruawahia and the Waikato: [502, 1024, 612, 1032]
ad-name: THOMAS MORRIS, [511, 1262, 603, 1273]
ad-text: The Billiard Room contains one of Alcock's best new Tables, and is fitted up and lighted in a manner that cannot fail to give satisfaction to those who patronize this favorite pastime. [892, 277, 1098, 302]
ad-subheading: FINE GROCERIES!!! [740, 125, 812, 132]
ad-text: N.B.—To arrive, per Wave Queen, Silber's Patent Lamps. [235, 476, 388, 483]
ad-subheading: HAS FOR SALE, EX LATE ARRIVALS, [246, 659, 430, 670]
ad-text: Hamilton. [633, 290, 660, 298]
ad-heading: D STEPHENSON AND CO.'S [52, 774, 186, 785]
ad-subheading: 1874-75. [542, 495, 572, 502]
column-2: E. PORTER & CO., WHOLESALE AND RETAIL IRONMONGERS Queen Street, Auckland. Importers of— HARDWARE, AGRICULTURAL IMPLEMENTS, AND FURNISHING IRONMONGERY. E. P. & Co. wish to draw particular attention to their late shipments, ex Glenbervie, &c., of Agricultural Implements, including Hornsby's and Sellar's Single and Double Furrow Ploughs, Pinkney Harrows, Turnip Sowers, Chaff Cutters, Corn Crushers, Horse Rakes, Dog Carts, Spades, Digging Forks, Shovels, Grafting Tools, Potato and Corn Shovels, Hand Seed Drills, &c. FURNISHING IRONMONGERY. Lockwood's Cutlery, James Dixon and Sons' Electro-plated and Nickel Silver Forks, Spoons, Cruets, Butter Coolers, Tea and Coffee Services, &c., &c. Fenders and Fire Irons, Mangles, Washing Machines, Weighing Machines, Copper Boilers, Pans, Knife Cleaners, Toilet Ware, Nursery Lamps, &c. French, English, and American Kerosene Lamps, Chandeliers, Brackets, Lamps, Buttons, &c., Enamelled and Tinned Hollowware, Hair Brooms and Brushes, Scrub and Shoe Brushes, Paint Brushes, &c. Best Tools, American Brooms, Galvanised Buckets and Tubs, Peyton and Peyton's Patent Iron Bedsteads, Cots, Cribs, and Cradles; rubber Door Mats, Twines, Meat Safes, Knife Machines. BAR Bar Iron, Plate and Sheet Iron, Iron Tubes, Stocks and Dies, Sheet Lead and Lead Pipe, Sheet Zinc, Tin Plates, Galvanised Iron, Cast Steel, Blister, Silver Spring, and Steel, for Turning Tools, Mill Bills, Pick and Nails, Axes, Springs, &c., Bellows, Anvils, Vices, &c. Circular, Vertical, Cross-cut, and Pit Saws, Timber Jacks, Screw Jacks, Saw Files, North British I.R. Belting, Fire Bricks, Lanterns, Hinges, Screws, Bolts, Rivets and wire Nails, Rack Weights, Registered Stoves, Ranges, and Builders' Ironmongery of every description. Sorby's, Mathieson's, and Gilpin's Carpenters', Wheelwrights', Coopers', and Joiners' Tools. Iron and Steel Wedges, Maul Rings, Bullock Chains, Stocks and Lockwood's Files, &c. Croquet and Garden Seats, Lawn Mowers, Croquet Stands, Marble Top Tables, &c., &c. Blasting and Sporting Powder, Shot, Fuse, Caps, Wads, Cartridges, &c. N.B.—To arrive, per Wave Queen, Silber's Patent Lamps. D. RICHARDSON, ENGINEER, CAMBRIDGE. (Agent for Messrs. R. Porter & Co.), HAS ON STOCK, Ploughs (single and double furrow), Harrows (iron and wood), Cheese Presses, Wire Strainers, Chaff Cutters, Pumps, Fittings, Dog Carts, Iron Bedsteads, Stoves, &c., &c. D. R. is also prepared to Supply, Erect, Alter, or Repair Machinery, and to prepare plans, specifications and estimates of buildings or on moderate terms. American Goods from Wolfe Stock. H. B. MORTON, IMPORTER AND COMMISSION AGENT, CUSTOM-HOUSE STREET, Auckland, HAS FOR SALE, EX LATE ARRIVALS, Groceries—Assorted invoices, comprising every description. Tea—Various shipments and qualities. Tobacco—All the most favorite brands. Hardware—Assorted invoices. Crockery—Various assortments, packed in small crates suitable for country trade. Also, Sheepwash Tobacco Flour Sulphur Bluestone 2-Bushel Sacks Woolpacks Kerosene, in Jars and kegs London's Bright Spokes WASHING MADE EASY, & ECONOMY IN LIGHT. J. ALLENDER, SOAP AND CANDLE MANUFACTURER, Parnell, Auckland. Begs to call the attention of the trade and the public in general to his various brands of SOAP, which for excellence of quality cannot be surpassed. Household Soap, a good cheap Soap, No. 2 Soap, a superior quality Soap, A1 Soap, being the best Soap made. Ask for ALLENDER'S A1 Soap, and see that you get it, as one trial will be enough to secure its constant use. Soft Soap is also manufactured on the premises, which, for machinery, wool-washing, &c., is equal in quality to the imported article. ALLENDER'S PURIFIED MOULD CANDLES are admitted by all to be the best in the market, and are guaranteed to burn longer than any other. Office: No. 7 Lower Queen Street, Auckland (three doors below Messrs. Owen and Graham), where orders can be left, which will have prompt attention. J. ALLENDER, Parnell Steam Soap and Candle Works. GEORGE ELLIS, CERTIFICATED CHEMIST, AND STOREKEEPER, Cambridge. T. HEDDER, GENERAL BUTCHER Ngaruawahia. N.B.—T. H. is a cash purchaser of Hides and Skins at market value NORTHERN FIRE AND LIFE ASSURANCE COMPANY. Established 1836. Capital: £3,000,000. Accumulated Funds: £1,800,000. Annual Revenue from Fire Premiums: £378,000. Head Offices: London and Aberdeen Melbourne Branch: 105, Collins Street West. THE undersigned having been appointed agent for the above Company for the Waikato District, is prepared to accept fire risks at the lowest rates. November 14, 1874. WM. CUMMING. [228, 112, 447, 1277]
ad-subheading: SADDLER AND HARNESS MAKER, [715, 502, 837, 509]
ad-subheading: HILL AND HUDSON'S [738, 258, 814, 265]
ad-text: To be delivered on board steamers in the Waipa river. [673, 939, 814, 947]
ad-text: First Crop Ziowgo Congou [521, 526, 593, 534]
ad-signature: HENRY THOMAS. [1044, 901, 1098, 908]
ad-text: HAS just opened up a Large Stock of New and Popular Books in every department of literature suitable for prizes, gifts, libraries, &c. Letts's Diaries for 1875, are expected daily. [454, 362, 660, 388]
ad-heading: H. B. MORTON, [263, 601, 413, 621]
ad-text: AGENT FOR THE WAIKATO: [673, 342, 758, 350]
ad-text: Proprietors. [629, 684, 660, 692]
ad-date: November 14, 1874. [235, 1254, 290, 1262]
ad-text: Large Paddocks are kept for the accommodation of Stock; also the most commodious Stables in the Waikato. [892, 349, 1098, 365]
ad-text: Flour Sulphur [319, 732, 357, 740]
ad-text: THE undersigned having purchased the Hamilton Hotel begs to intimate to his friends and the public generally that he will use every endeavour to make the above well known a establishment of the highest reputation. [892, 538, 1098, 563]
ad-subheading: NGARUAWAHIA [966, 138, 1024, 144]
ad-subheading: WHOLESALE AND RETAIL IRONMONGERS [262, 138, 414, 144]
ad-subheading: SADDLE HORSES ON HIRE. [70, 320, 168, 327]
ad-text: Lockwood's Cutlery, James Dixon and Sons' Electro-plated and Nickel Silver Forks, Spoons, Cruets, Butter Coolers, Tea and Coffee Services, &c., &c. [235, 263, 441, 279]
ad-heading: TOBACCO. [530, 705, 584, 716]
ad-name: R. J. DAVIDSON, [78, 148, 160, 159]
